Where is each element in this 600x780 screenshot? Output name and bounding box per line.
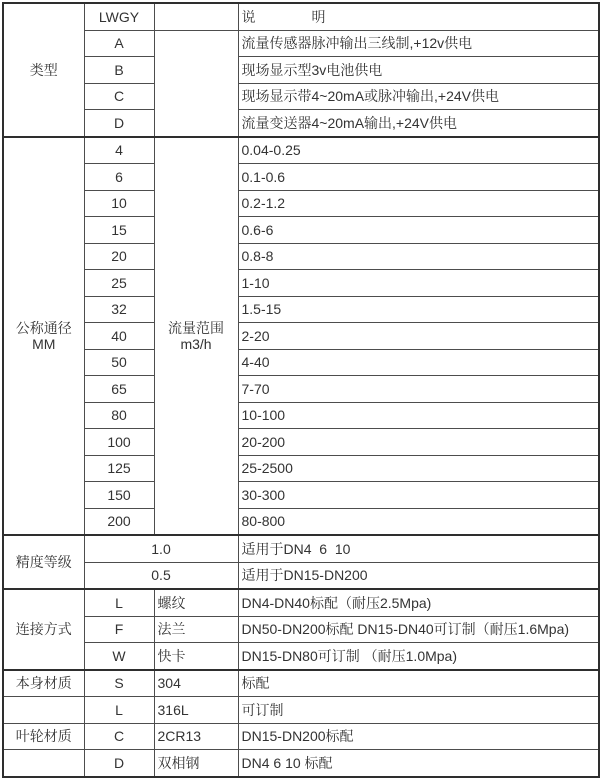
- section-label-type: 类型: [3, 3, 84, 137]
- flow-range-value: 1.5-15: [238, 296, 599, 323]
- table-row: [3, 670, 599, 697]
- flow-range-value: 25-2500: [238, 455, 599, 482]
- connection-desc: DN15-DN80可订制 （耐压1.0Mpa): [238, 643, 599, 670]
- flow-range-value: 0.1-0.6: [238, 164, 599, 191]
- table-row: [3, 535, 599, 562]
- material-name: 2CR13: [154, 723, 238, 750]
- material-code: S: [84, 670, 154, 697]
- material-code: L: [84, 697, 154, 724]
- table-row: [3, 697, 599, 724]
- table-row: [3, 217, 599, 244]
- table-row: [3, 57, 599, 84]
- material-desc: 可订制: [238, 697, 599, 724]
- table-row: [3, 376, 599, 403]
- connection-code: L: [84, 589, 154, 616]
- table-row: [3, 323, 599, 350]
- flow-range-label-line1: 流量范围: [168, 319, 224, 336]
- connection-desc: DN4-DN40标配（耐压2.5Mpa): [238, 589, 599, 616]
- model-code-cell: LWGY: [84, 3, 154, 30]
- connection-name: 法兰: [154, 616, 238, 643]
- dn-size: 150: [84, 482, 154, 509]
- dn-size: 20: [84, 243, 154, 270]
- table-row: [3, 455, 599, 482]
- flow-range-value: 20-200: [238, 429, 599, 456]
- dn-size: 10: [84, 190, 154, 217]
- flow-range-value: 0.04-0.25: [238, 137, 599, 164]
- material-name: 304: [154, 670, 238, 697]
- flow-range-value: 80-800: [238, 508, 599, 535]
- flow-range-value: 1-10: [238, 270, 599, 297]
- flow-range-value: 4-40: [238, 349, 599, 376]
- table-row: [3, 429, 599, 456]
- table-row: [3, 296, 599, 323]
- description-header: 说 明: [238, 3, 599, 30]
- accuracy-class: 0.5: [84, 562, 238, 589]
- type-desc: 流量变送器4~20mA输出,+24V供电: [238, 110, 599, 137]
- table-row: [3, 616, 599, 643]
- flow-range-label-line2: m3/h: [180, 335, 212, 352]
- section-label-body-material: 本身材质: [3, 670, 84, 697]
- dn-size: 200: [84, 508, 154, 535]
- flow-range-value: 0.2-1.2: [238, 190, 599, 217]
- dn-size: 80: [84, 402, 154, 429]
- type-desc: 现场显示型3v电池供电: [238, 57, 599, 84]
- material-desc: DN4 6 10 标配: [238, 750, 599, 777]
- accuracy-desc: 适用于DN4 6 10: [238, 535, 599, 562]
- material-code: C: [84, 723, 154, 750]
- table-row: [3, 243, 599, 270]
- material-code: D: [84, 750, 154, 777]
- table-row: [3, 589, 599, 616]
- empty-cell: [154, 30, 238, 137]
- table-row: [3, 482, 599, 509]
- flow-range-value: 0.6-6: [238, 217, 599, 244]
- type-desc: 现场显示带4~20mA或脉冲输出,+24V供电: [238, 83, 599, 110]
- section-label-nominal-diameter: [3, 137, 84, 536]
- table-row: [3, 508, 599, 535]
- table-row: [3, 270, 599, 297]
- dn-size: 4: [84, 137, 154, 164]
- dn-size: 100: [84, 429, 154, 456]
- type-code: A: [84, 30, 154, 57]
- table-row: [3, 110, 599, 137]
- section-label-line1: 公称通径: [15, 319, 72, 336]
- section-label-line2: MM: [32, 335, 56, 352]
- section-label-impeller-material: 叶轮材质: [3, 723, 84, 750]
- spec-table: [2, 2, 600, 778]
- section-label-accuracy: 精度等级: [3, 535, 84, 589]
- empty-cell: [154, 3, 238, 30]
- table-row: [3, 137, 599, 164]
- dn-size: 15: [84, 217, 154, 244]
- flow-range-value: 30-300: [238, 482, 599, 509]
- empty-cell: [3, 750, 84, 777]
- accuracy-class: 1.0: [84, 535, 238, 562]
- type-code: C: [84, 83, 154, 110]
- material-name: 316L: [154, 697, 238, 724]
- accuracy-desc: 适用于DN15-DN200: [238, 562, 599, 589]
- type-code: D: [84, 110, 154, 137]
- table-row: [3, 3, 599, 30]
- table-row: [3, 402, 599, 429]
- type-code: B: [84, 57, 154, 84]
- flow-range-value: 10-100: [238, 402, 599, 429]
- type-desc: 流量传感器脉冲输出三线制,+12v供电: [238, 30, 599, 57]
- dn-size: 50: [84, 349, 154, 376]
- section-label-connection: 连接方式: [3, 589, 84, 670]
- table-row: [3, 83, 599, 110]
- table-row: [3, 190, 599, 217]
- table-row: [3, 750, 599, 777]
- table-row: [3, 562, 599, 589]
- material-desc: 标配: [238, 670, 599, 697]
- connection-code: F: [84, 616, 154, 643]
- dn-size: 32: [84, 296, 154, 323]
- flow-range-value: 7-70: [238, 376, 599, 403]
- table-row: [3, 643, 599, 670]
- connection-name: 螺纹: [154, 589, 238, 616]
- table-row: [3, 349, 599, 376]
- material-name: 双相钢: [154, 750, 238, 777]
- flow-range-label: [154, 137, 238, 536]
- connection-name: 快卡: [154, 643, 238, 670]
- connection-desc: DN50-DN200标配 DN15-DN40可订制（耐压1.6Mpa): [238, 616, 599, 643]
- dn-size: 125: [84, 455, 154, 482]
- table-row: [3, 30, 599, 57]
- dn-size: 6: [84, 164, 154, 191]
- flow-range-value: 0.8-8: [238, 243, 599, 270]
- connection-code: W: [84, 643, 154, 670]
- material-desc: DN15-DN200标配: [238, 723, 599, 750]
- empty-cell: [3, 697, 84, 724]
- flow-range-value: 2-20: [238, 323, 599, 350]
- dn-size: 40: [84, 323, 154, 350]
- dn-size: 65: [84, 376, 154, 403]
- table-row: [3, 164, 599, 191]
- table-row: [3, 723, 599, 750]
- dn-size: 25: [84, 270, 154, 297]
